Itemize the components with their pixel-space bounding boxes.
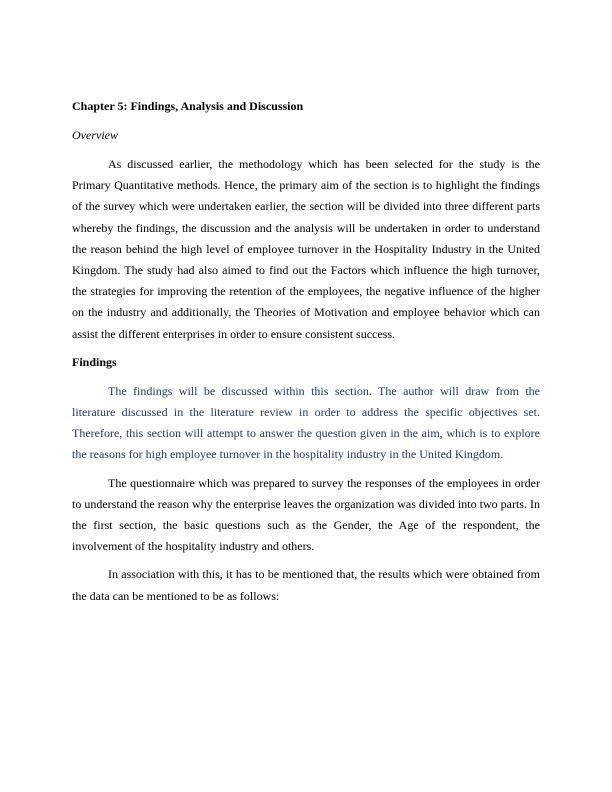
findings-paragraph-1: The findings will be discussed within this section. The author will draw from the literature discussed in the literature review in order to address the specific objectives set. Therefore, this section will attempt to answer the question given in the aim, which is to explore the reasons for high employee turnover in the hospitality industry in the United Kingdom. bbox=[72, 383, 540, 462]
chapter-title: Chapter 5: Findings, Analysis and Discussion bbox=[72, 99, 304, 113]
overview-label: Overview bbox=[72, 128, 118, 142]
overview-paragraph: As discussed earlier, the methodology which has been selected for the study is the Primary Quantitative methods. Hence, the primary aim of the section is to highlight the findings of the survey which were undertaken earlier, the section will be divided into three different parts whereby the findings, the discussion and the analysis will be undertaken in order to understand the reason behind the high level of employee turnover in the Hospitality Industry in the United Kingdom. The study had also aimed to find out the Factors which influence the high turnover, the strategies for improving the retention of the employees, the negative influence of the higher on the industry and additionally, the Theories of Motivation and employee behavior which can assist the different enterprises in order to ensure consistent success. bbox=[72, 157, 540, 341]
page-content bbox=[72, 96, 540, 614]
findings-heading: Findings bbox=[72, 354, 117, 369]
findings-paragraph-2: The questionnaire which was prepared to survey the responses of the employees in order to understand the reason why the enterprise leaves the organization was divided into two parts. In the first section, the basic questions such as the Gender, the Age of the respondent, the involvement of the hospitality industry and others. bbox=[72, 475, 540, 554]
findings-paragraph-3: In association with this, it has to be mentioned that, the results which were obtained from the data can be mentioned to be as follows: bbox=[72, 567, 540, 603]
